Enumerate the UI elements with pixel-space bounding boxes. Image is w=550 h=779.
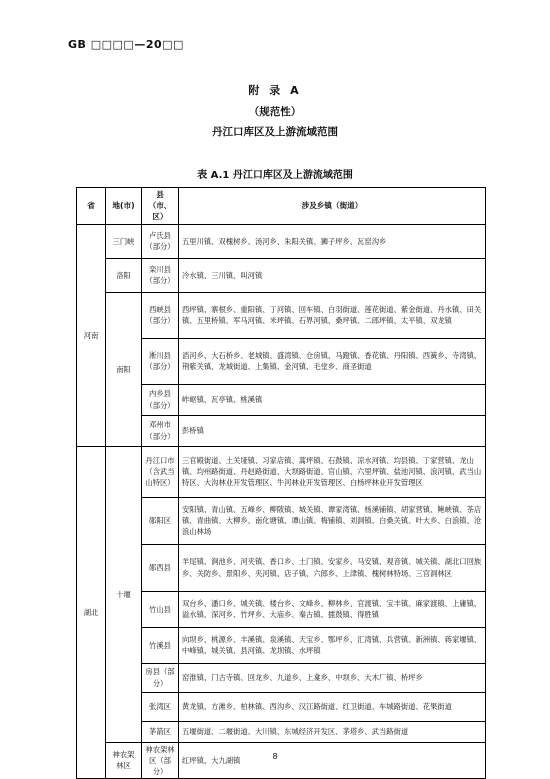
- towns-cell: 滔河乡、大石桥乡、老城镇、盛湾镇、仓房镇、马蹬镇、香花镇、丹阳镇、西簧乡、寺湾镇、荆紫关镇、龙城街道、上集镇、金河镇、毛堂乡、商圣街道: [179, 338, 486, 384]
- county-cell: 房县（部分）: [142, 663, 179, 692]
- province-cell: 湖北: [77, 446, 106, 779]
- county-cell: 张湾区: [142, 692, 179, 721]
- towns-cell: 黄龙镇、方滩乡、柏林镇、西沟乡、汉江路街道、红卫街道、车城路街道、花果街道: [179, 692, 486, 721]
- table-row: [77, 224, 486, 258]
- header-city: 地(市): [106, 188, 142, 225]
- appendix-title: 丹江口库区及上游流域范围: [212, 126, 338, 138]
- header-county: 县（市、区）: [142, 188, 179, 225]
- scope-table: [76, 187, 486, 779]
- table-header-row: [77, 188, 486, 225]
- towns-cell: 五里川镇、双槐树乡、汤河乡、朱阳关镇、狮子坪乡、瓦窑沟乡: [179, 224, 486, 258]
- province-cell: 河南: [77, 224, 106, 446]
- towns-cell: 窑淮镇、门古寺镇、回龙乡、九道乡、上龛乡、中坝乡、大木厂镇、桥坪乡: [179, 663, 486, 692]
- towns-cell: 安阳镇、青山镇、五峰乡、柳陂镇、城关镇、谭家湾镇、杨溪铺镇、胡家营镇、鲍峡镇、茶店镇、青曲镇、大柳乡、南化塘镇、谭山镇、梅铺镇、刘洞镇、白桑关镇、叶大乡、白浪镇、沧浪山林场: [179, 497, 486, 544]
- towns-cell: 红坪镇、大九湖镇: [179, 742, 486, 779]
- city-cell: 洛阳: [106, 258, 142, 292]
- county-cell: 西峡县（部分）: [142, 292, 179, 338]
- county-cell: 茅箭区: [142, 721, 179, 742]
- county-cell: 淅川县（部分）: [142, 338, 179, 384]
- county-cell: 邓州市（部分）: [142, 415, 179, 446]
- county-cell: 竹山县: [142, 591, 179, 627]
- header-towns: 涉及乡镇（街道）: [179, 188, 486, 225]
- table-body: [77, 224, 486, 779]
- appendix-label: 附 录 A: [248, 84, 302, 97]
- county-cell: 郧西县: [142, 544, 179, 591]
- towns-cell: 岞岖镇、瓦亭镇、桃溪镇: [179, 384, 486, 415]
- county-cell: 丹江口市（含武当山特区）: [142, 446, 179, 497]
- header-province: 省: [77, 188, 106, 225]
- towns-cell: 双台乡、潘口乡、城关镇、楼台乡、文峰乡、柳林乡、官渡镇、宝丰镇、麻家渡镇、上庸镇、溢水镇、深河乡、竹坪乡、大庙乡、秦古镇、擂鼓镇、得胜镇: [179, 591, 486, 627]
- county-cell: 内乡县（部分）: [142, 384, 179, 415]
- county-cell: 卢氏县（部分）: [142, 224, 179, 258]
- towns-cell: 羊尾镇、涧池乡、河夹镇、香口乡、土门镇、安家乡、马安镇、观音镇、城关镇、湖北口回族乡、关防乡、景阳乡、夹河镇、店子镇、六郎乡、上津镇、槐树林特场、三官洞林区: [179, 544, 486, 591]
- towns-cell: 向坝乡、桃源乡、丰溪镇、泉溪镇、天宝乡、鄂坪乡、汇湾镇、兵营镇、新洲镇、蒋家堰镇、中峰镇、城关镇、县河镇、龙坝镇、水坪镇: [179, 627, 486, 663]
- city-cell: 三门峡: [106, 224, 142, 258]
- county-cell: 神农架林区（部分）: [142, 742, 179, 779]
- table-caption: 表 A.1 丹江口库区及上游流域范围: [197, 170, 353, 181]
- towns-cell: 彭桥镇: [179, 415, 486, 446]
- table-row: [77, 258, 486, 292]
- towns-cell: 冷水镇、三川镇、叫河镇: [179, 258, 486, 292]
- towns-cell: 西坪镇、寨根乡、重阳镇、丁河镇、回车镇、白羽街道、莲花街道、紫金街道、丹水镇、田关镇、五里桥镇、军马河镇、米坪镇、石界河镇、桑坪镇、二郎坪镇、太平镇、双龙镇: [179, 292, 486, 338]
- standard-code: GB □□□□—20□□: [68, 38, 184, 51]
- county-cell: 栾川县（部分）: [142, 258, 179, 292]
- appendix-nature: （规范性）: [248, 106, 302, 118]
- county-cell: 郧阳区: [142, 497, 179, 544]
- table-row: [77, 292, 486, 338]
- towns-cell: 三官殿街道、土关垭镇、习家店镇、蒿坪镇、石鼓镇、凉水河镇、均县镇、丁家营镇、龙山镇、均州路街道、丹赵路街道、大坝路街道、官山镇、六里坪镇、盐池河镇、浪河镇、武当山特区、大沟林业开发管理区、牛河林业开发管理区、白杨坪林业开发管理区: [179, 446, 486, 497]
- city-cell: 神农架林区: [106, 742, 142, 779]
- towns-cell: 五堰街道、二堰街道、大川镇、东城经济开发区、茅塔乡、武当路街道: [179, 721, 486, 742]
- city-cell: 十堰: [106, 446, 142, 742]
- page-number: 8: [272, 752, 278, 761]
- table-row: [77, 446, 486, 497]
- county-cell: 竹溪县: [142, 627, 179, 663]
- city-cell: 南阳: [106, 292, 142, 446]
